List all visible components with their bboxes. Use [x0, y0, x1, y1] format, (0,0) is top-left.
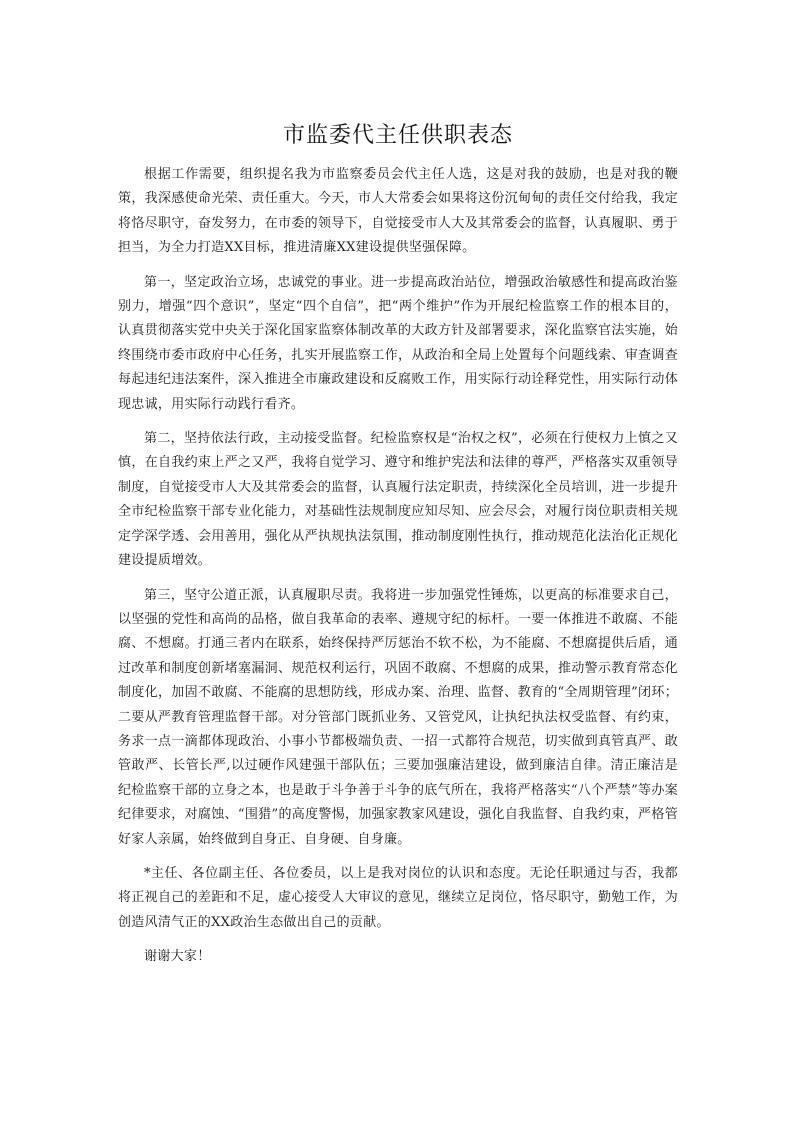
paragraph-third-point: 第三，坚守公道正派，认真履职尽责。我将进一步加强党性锤炼，以更高的标准要求自己，以坚强的党性和高尚的品格，做自我革命的表率、遵规守纪的标杆。一要一体推进不敢腐、不能腐、不想腐。打通三者内在联系，始终保持严厉惩治不软不松，为不能腐、不想腐提供后盾，通过改革和制度创新堵塞漏洞、规范权利运行，巩固不敢腐、不想腐的成果，推动警示教育常态化制度化，加固不敢腐、不能腐的思想防线，形成办案、治理、监督、教育的“全周期管理”闭环；二要从严教育管理监督干部。对分管部门既抓业务、又管党风，让执纪执法权受监督、有约束，务求一点一滴都体现政治、小事小节都极端负责、一招一式都符合规范，切实做到真管真严、敢管敢严、长管长严,以过硬作风建强干部队伍；三要加强廉洁建设，做到廉洁自律。清正廉洁是纪检监察干部的立身之本，也是敢于斗争善于斗争的底气所在，我将严格落实“八个严禁”等办案纪律要求，对腐蚀、“围猎”的高度警惕，加强家教家风建设，强化自我监督、自我约束，严格管好家人亲属，始终做到自身正、自身硬、自身廉。 — [118, 587, 678, 847]
document-page — [118, 118, 678, 980]
document-title: 市监委代主任供职表态 — [282, 123, 513, 148]
paragraph-intro: 根据工作需要，组织提名我为市监察委员会代主任人选，这是对我的鼓励，也是对我的鞭策，我深感使命光荣、责任重大。今天，市人大常委会如果将这份沉甸甸的责任交付给我，我定将恪尽职守，奋发努力，在市委的领导下，自觉接受市人大及其常委会的监督，认真履职、勇于担当，为全力打造XX目标，推进清廉XX建设提供坚强保障。 — [118, 167, 678, 256]
paragraph-second-point: 第二，坚持依法行政，主动接受监督。纪检监察权是“治权之权”，必须在行使权力上慎之又慎，在自我约束上严之又严，我将自觉学习、遵守和维护宪法和法律的尊严，严格落实双重领导制度，自觉接受市人大及其常委会的监督，认真履行法定职责，持续深化全员培训，进一步提升全市纪检监察干部专业化能力，对基础性法规制度应知尽知、应会尽会，对履行岗位职责相关规定学深学透、会用善用，强化从严执规执法氛围，推动制度刚性执行，推动规范化法治化正规化建设提质增效。 — [118, 431, 678, 569]
closing-thanks: 谢谢大家！ — [144, 949, 211, 965]
paragraph-conclusion: *主任、各位副主任、各位委员，以上是我对岗位的认识和态度。无论任职通过与否，我都将正视自己的差距和不足，虚心接受人大审议的意见，继续立足岗位，恪尽职守，勤勉工作，为创造风清气正的XX政治生态做出自己的贡献。 — [118, 865, 678, 930]
paragraph-first-point: 第一，坚定政治立场，忠诚党的事业。进一步提高政治站位，增强政治敏感性和提高政治鉴别力，增强“四个意识”，坚定“四个自信”，把“两个维护”作为开展纪检监察工作的根本目的，认真贯彻落实党中央关于深化国家监察体制改革的大政方针及部署要求，深化监察官法实施，始终围绕市委市政府中心任务，扎实开展监察工作，从政治和全局上处置每个问题线索、审查调查每起违纪违法案件，深入推进全市廉政建设和反腐败工作，用实际行动诠释党性，用实际行动体现忠诚，用实际行动践行看齐。 — [118, 274, 678, 412]
